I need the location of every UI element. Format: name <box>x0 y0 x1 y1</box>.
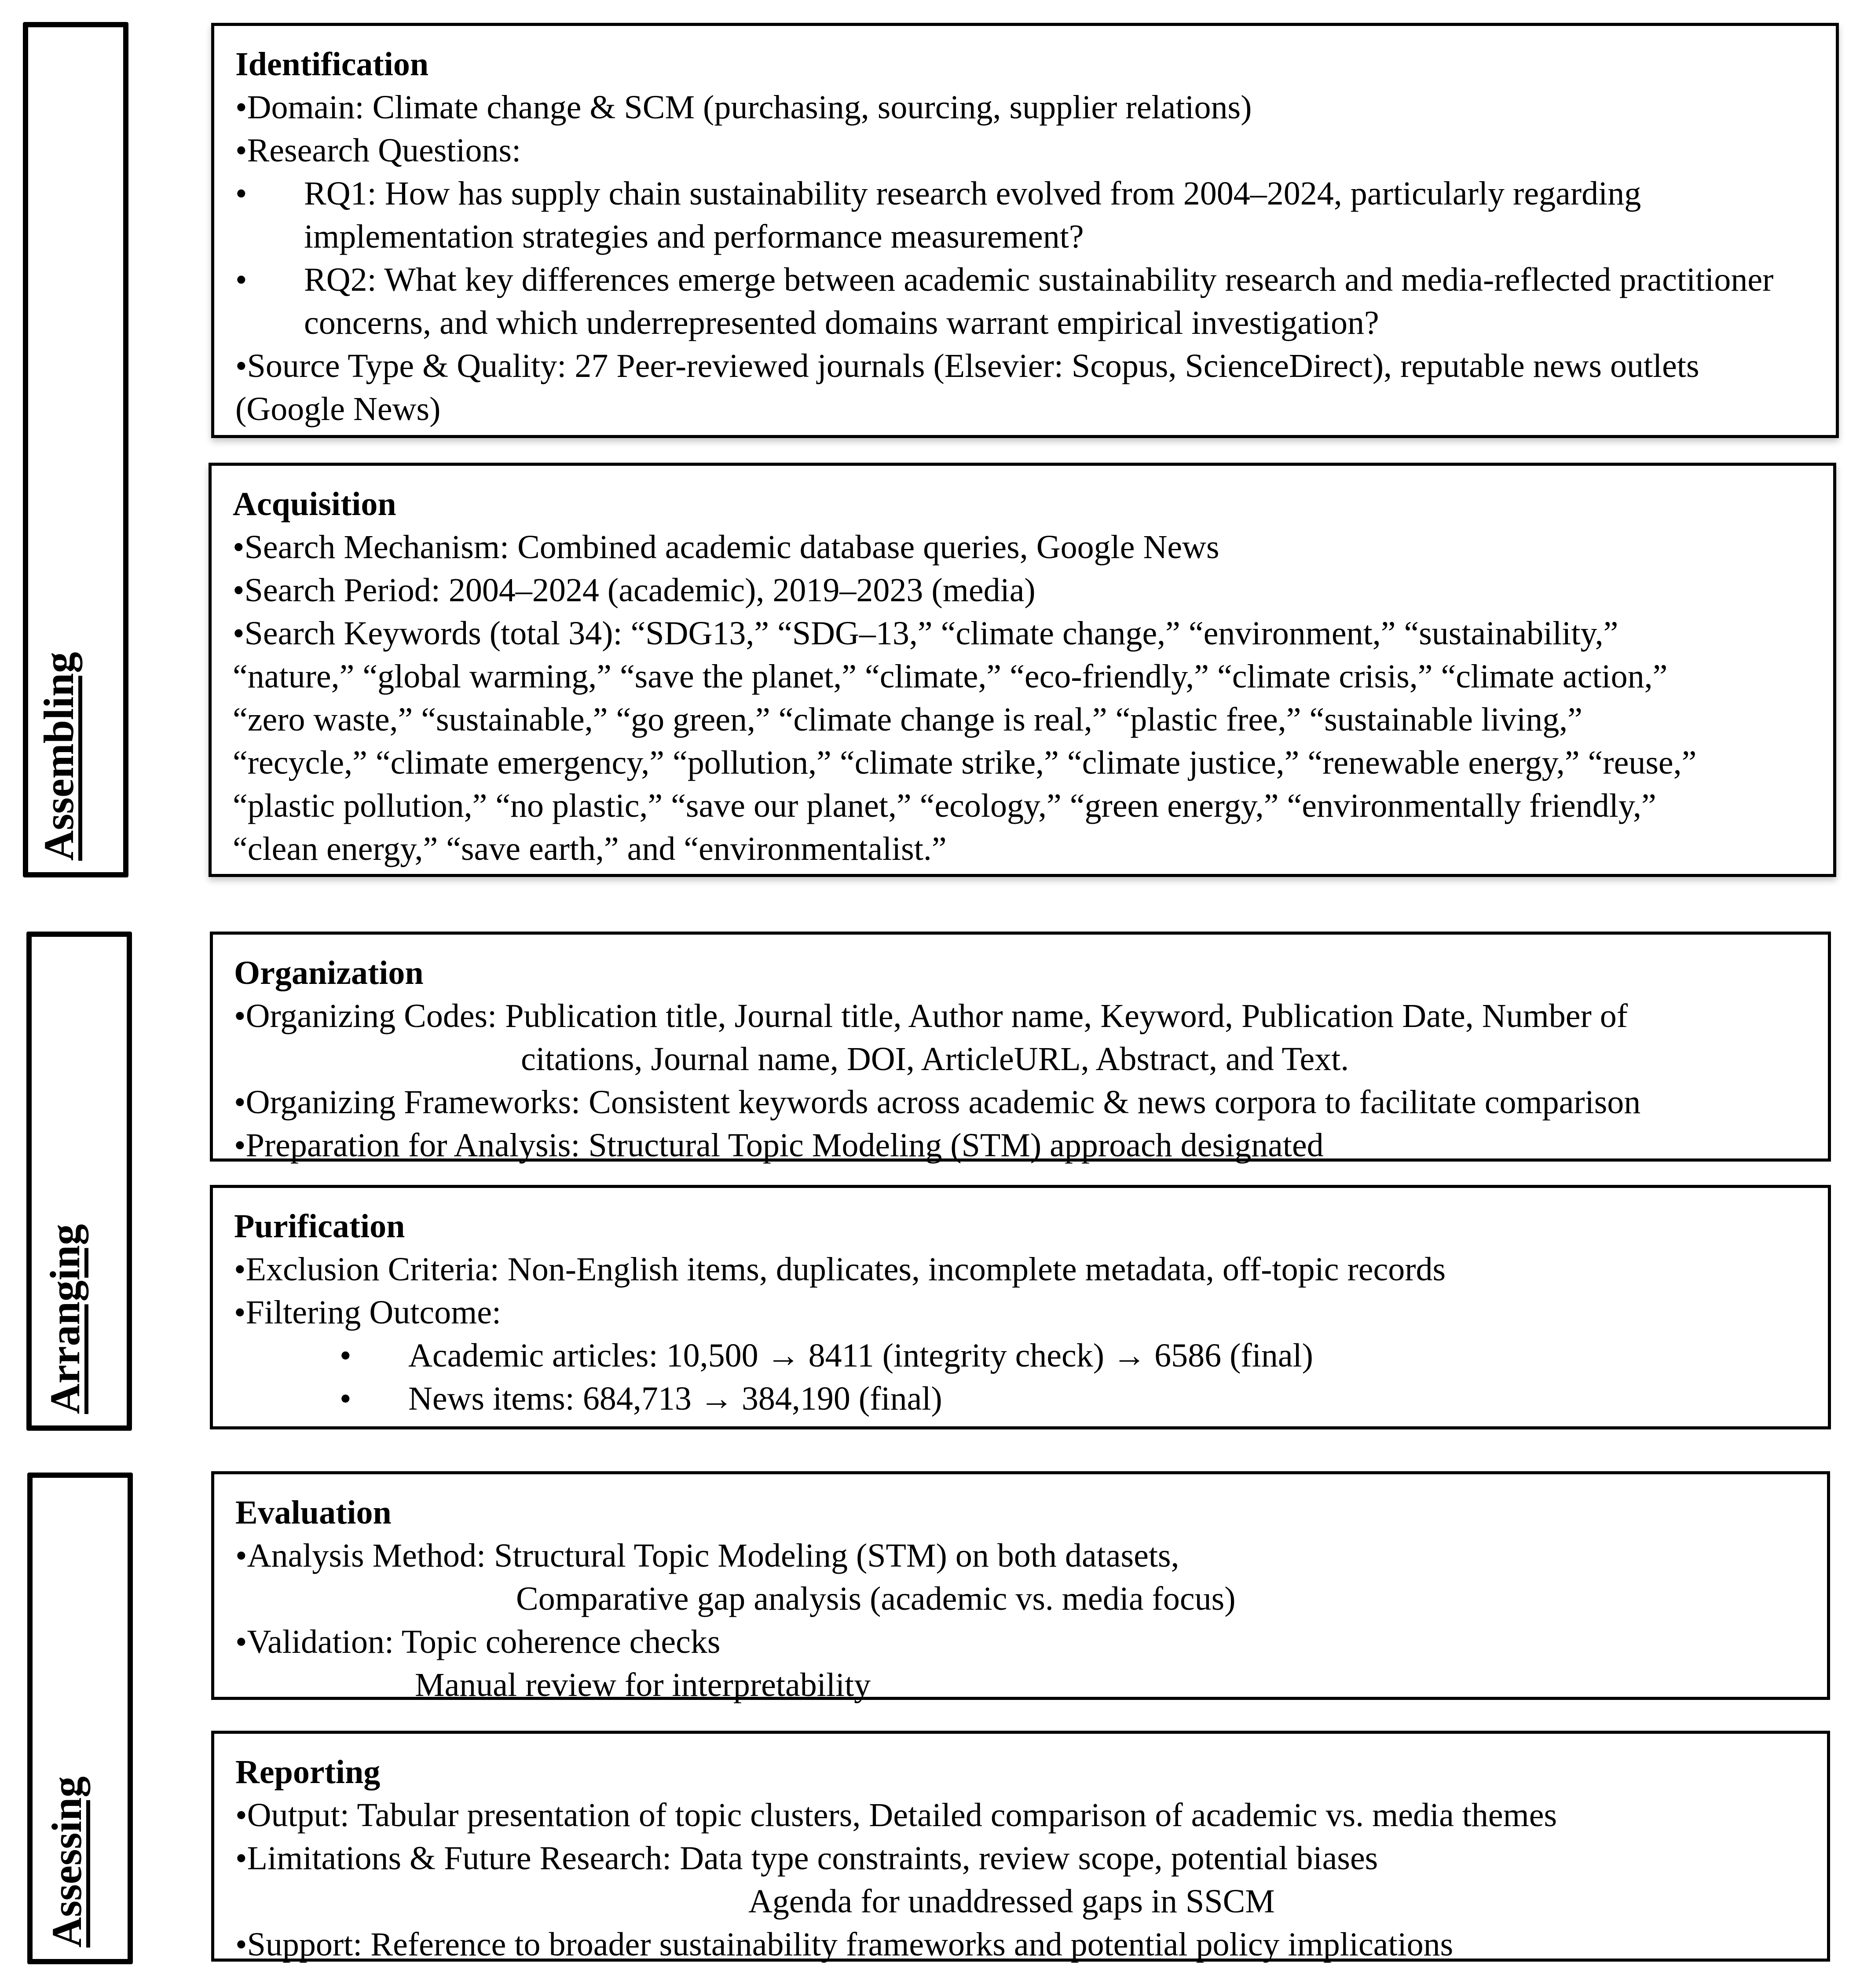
box-title-acquisition: Acquisition <box>233 486 396 523</box>
acquisition-keywords-line: “nature,” “global warming,” “save the planet,” “climate,” “eco-friendly,” “climate crisis,” “climate action,” <box>233 658 1668 695</box>
filtering-text: Academic articles: 10,500 → 8411 (integrity check) → 6586 (final) <box>408 1337 1313 1374</box>
acquisition-keywords-line: “zero waste,” “sustainable,” “go green,” “climate change is real,” “plastic free,” “sustainable living,” <box>233 701 1583 738</box>
evaluation-validation-continued: Manual review for interpretability <box>415 1666 871 1703</box>
acquisition-keywords-line: •Search Keywords (total 34): “SDG13,” “SDG–13,” “climate change,” “environment,” “sustainability,” <box>233 615 1618 652</box>
evaluation-method-continued: Comparative gap analysis (academic vs. media focus) <box>516 1580 1236 1617</box>
organization-codes: •Organizing Codes: Publication title, Journal title, Author name, Keyword, Publication Date, Number of <box>234 998 1628 1034</box>
box-acquisition <box>209 463 1836 877</box>
box-title-reporting: Reporting <box>235 1754 381 1791</box>
evaluation-validation: •Validation: Topic coherence checks <box>235 1623 721 1660</box>
box-title-organization: Organization <box>234 954 424 991</box>
identification-source: •Source Type & Quality: 27 Peer-reviewed journals (Elsevier: Scopus, ScienceDirect), reputable news outlets (Google News) <box>235 347 1699 428</box>
acquisition-keywords-line: “recycle,” “climate emergency,” “pollution,” “climate strike,” “climate justice,” “renewable energy,” “reuse,” <box>233 744 1697 781</box>
rq-text: RQ2: What key differences emerge between academic sustainability research and media-reflected practitioner concerns, and which underrepresented domains warrant empirical investigation? <box>304 261 1774 341</box>
box-evaluation <box>211 1471 1830 1703</box>
reporting-support: •Support: Reference to broader sustainability frameworks and potential policy implications <box>235 1926 1454 1963</box>
organization-codes-continued: citations, Journal name, DOI, ArticleURL, Abstract, and Text. <box>521 1041 1349 1078</box>
box-purification <box>210 1185 1831 1429</box>
acquisition-mechanism: •Search Mechanism: Combined academic database queries, Google News <box>233 529 1219 566</box>
identification-domain: •Domain: Climate change & SCM (purchasing, sourcing, supplier relations) <box>235 89 1252 126</box>
reporting-limitations: •Limitations & Future Research: Data type constraints, review scope, potential biases <box>235 1840 1378 1877</box>
stage-label-arranging: Arranging <box>41 1224 88 1414</box>
stage-frame-assessing <box>27 1473 133 1964</box>
rq-item <box>235 258 1815 344</box>
bullet-icon: • <box>235 261 247 298</box>
evaluation-method: •Analysis Method: Structural Topic Modeling (STM) on both datasets, <box>235 1537 1179 1574</box>
box-organization <box>210 932 1831 1162</box>
box-title-purification: Purification <box>234 1208 405 1245</box>
stage-frame-assembling <box>23 22 128 877</box>
box-title-identification: Identification <box>235 46 429 83</box>
box-title-evaluation: Evaluation <box>235 1494 392 1531</box>
stage-label-assessing: Assessing <box>43 1776 90 1948</box>
bullet-icon: • <box>340 1380 351 1417</box>
acquisition-keywords-line: “clean energy,” “save earth,” and “environmentalist.” <box>233 830 947 867</box>
organization-frameworks: •Organizing Frameworks: Consistent keywords across academic & news corpora to facilitate comparison <box>234 1084 1641 1121</box>
box-reporting <box>211 1731 1830 1962</box>
stage-frame-arranging <box>26 932 132 1431</box>
stage-label-assembling: Assembling <box>35 652 82 861</box>
rq-item <box>235 172 1815 258</box>
purification-exclusion: •Exclusion Criteria: Non-English items, duplicates, incomplete metadata, off-topic records <box>234 1251 1446 1288</box>
organization-preparation: •Preparation for Analysis: Structural Topic Modeling (STM) approach designated <box>234 1127 1324 1164</box>
acquisition-period: •Search Period: 2004–2024 (academic), 2019–2023 (media) <box>233 572 1036 609</box>
purification-filtering-heading: •Filtering Outcome: <box>234 1294 502 1331</box>
reporting-limitations-continued: Agenda for unaddressed gaps in SSCM <box>748 1883 1275 1920</box>
filtering-item <box>234 1377 1807 1420</box>
box-identification <box>211 23 1839 438</box>
bullet-icon: • <box>235 175 247 212</box>
filtering-text: News items: 684,713 → 384,190 (final) <box>408 1380 942 1417</box>
rq-text: RQ1: How has supply chain sustainability research evolved from 2004–2024, particularly regarding implementation strategies and performance measurement? <box>304 175 1641 255</box>
acquisition-keywords-line: “plastic pollution,” “no plastic,” “save our planet,” “ecology,” “green energy,” “environmentally friendly,” <box>233 787 1656 824</box>
filtering-item <box>234 1334 1807 1377</box>
bullet-icon: • <box>340 1337 351 1374</box>
identification-rq-heading: •Research Questions: <box>235 132 521 169</box>
reporting-output: •Output: Tabular presentation of topic clusters, Detailed comparison of academic vs. media themes <box>235 1797 1557 1834</box>
